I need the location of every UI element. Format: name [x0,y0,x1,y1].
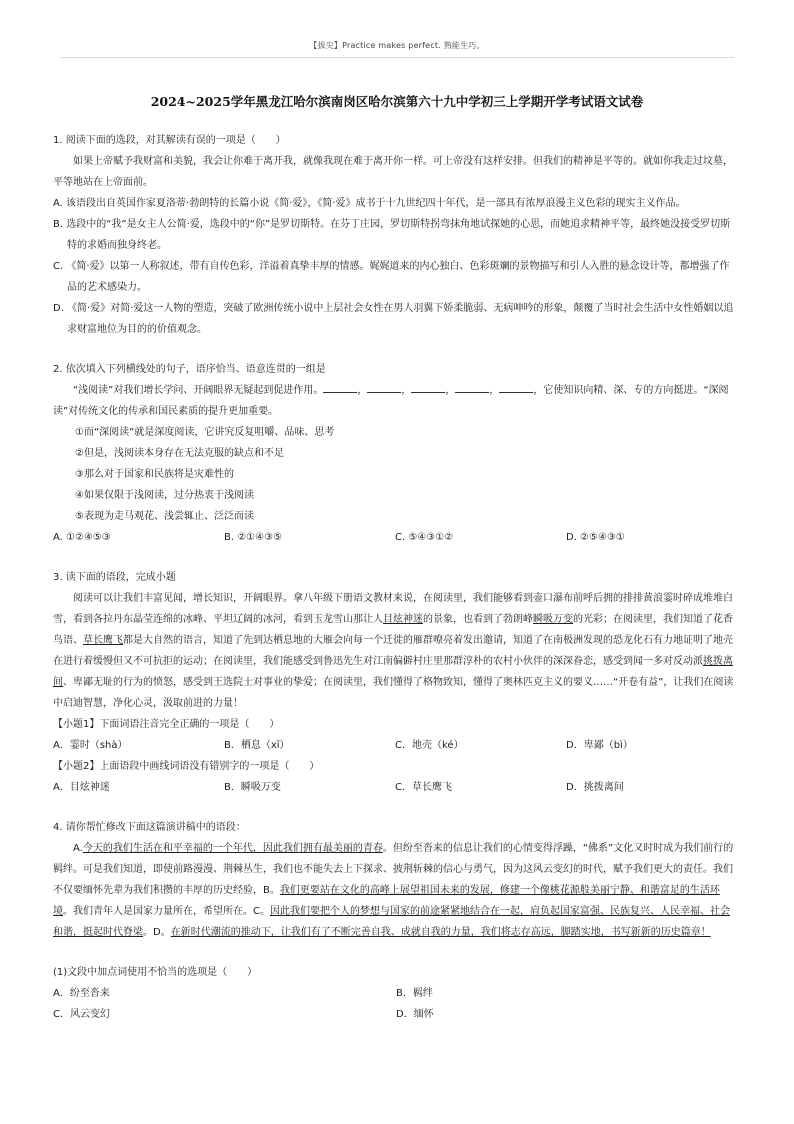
question-1-option-c[interactable]: C. 《简·爱》以第一人称叙述，带有自传色彩，洋溢着真挚丰厚的情感。娓娓道来的内心独白、色彩斑斓的景物描写和引人入胜的悬念设计等，都增强了作品的艺术感染力。 [53,261,730,293]
underlined-sentence-c: 因此我们要把个人的梦想与国家的前途紧紧地结合在一起，肩负起国家富强、民族复兴、人民幸福、社会和谐，挺起时代脊梁 [53,906,730,938]
sub2-choice-d[interactable]: D．挑拨离间 [566,782,624,793]
blank-2[interactable] [367,380,401,393]
underlined-word-a: 目炫神迷 [383,614,423,625]
question-2-choice-b[interactable]: B. ②①④③⑤ [224,532,283,543]
question-2-choice-a[interactable]: A. ①②④⑤③ [53,532,111,543]
question-2-choice-c[interactable]: C. ⑤④③①② [395,532,454,543]
question-1-stem: 1. 阅读下面的选段，对其解读有误的一项是（ ） [53,135,286,146]
sub2-choice-b[interactable]: B．瞬吸万变 [224,782,281,793]
passage-text: 阅读可以让我们丰富见闻，增长知识，开阔眼界。拿八年级下册语文教材来说，在阅读里，我们能够看到壶口瀑布前呼后拥的排排黄浪霎时碎成堆堆白雪，看到各拉丹东晶莹连绵的冰峰、平坦辽阔的冰河，看到玉龙雪山那让人 [53,593,733,625]
blank-3[interactable] [411,380,445,393]
question-4-sub1-choices-row1 [53,983,739,1004]
question-1-option-d[interactable]: D. 《简·爱》对简·爱这一人物的塑造，突破了欧洲传统小说中上层社会女性在男人羽翼下娇柔脆弱、无病呻吟的形象，颠覆了当时社会生活中女性婚姻以追求财富地位为目的的价值观念。 [53,303,734,335]
q4-choice-a[interactable]: A．纷至沓来 [53,988,110,999]
sub1-choice-d[interactable]: D．卑鄙（bì） [566,740,633,751]
question-3-passage [53,588,739,714]
passage-text: 。我们青年人是国家力量所在，希望所在。C。 [63,906,270,917]
sub1-choice-c[interactable]: C．地壳（ké） [395,740,464,751]
question-4-passage [53,838,739,943]
question-2-passage: “浅阅读”对我们增长学问、开阔眼界无疑起到促进作用。 ， ， ， ， ，它使知识向精、深、专的方向挺进。“深阅读”对传统文化的传承和国民素质的提升更加重要。 [53,380,739,422]
question-2-stem: 2. 依次填入下列横线处的句子，语序恰当、语意连贯的一组是 [53,364,326,375]
blank-5[interactable] [499,380,533,393]
blank-4[interactable] [455,380,489,393]
question-4 [53,817,739,1025]
question-2-item-4: ④如果仅限于浅阅读，过分热衷于浅阅读 [75,490,254,501]
question-3 [53,567,739,798]
sub1-choice-a[interactable]: A．霎时（shà） [53,740,128,751]
question-3-sub1-choices [53,735,739,756]
question-1-passage: 如果上帝赋予我财富和美貌，我会让你难于离开我，就像我现在难于离开你一样。可上帝没有这样安排。但我们的精神是平等的。就如你我走过坟墓，平等地站在上帝面前。 [53,156,733,188]
passage-text: 。但纷至沓来的信息让我们的心情变得浮躁，“佛系”文化又时时成为我们前行的羁绊。可是我们知道，即使前路漫漫、荆棘丛生，我们也不能失去上下探求、披荆斩棘的信心与勇气，因为这风云变幻的时代，赋予我们更大的责任。我们不仅要缅怀先辈为我们积攒的丰厚的历史经验，B。 [53,843,734,896]
underlined-word-d: 挑拨离间 [53,656,733,688]
blank-1[interactable] [323,380,357,393]
question-4-sub1-stem: (1)文段中加点词使用不恰当的选项是（ ） [53,967,258,978]
question-1-option-a[interactable]: A. 该语段出自英国作家夏洛蒂·勃朗特的长篇小说《简·爱》，《简·爱》成书于十九世纪四十年代，是一部具有浓厚浪漫主义色彩的现实主义作品。 [53,198,686,209]
header-divider [60,57,734,58]
question-2-choice-d[interactable]: D. ②⑤④③① [566,532,625,543]
label-a: A. [73,843,83,854]
underlined-word-b: 瞬吸万变 [533,614,573,625]
underlined-sentence-d: 在新时代潮流的推动下，让我们有了不断完善自我、成就自我的力量，我们将志存高远，脚踏实地，书写新新的历史篇章！ [170,927,711,938]
question-3-sub1-stem: 【小题1】下面词语注音完全正确的一项是（ ） [53,719,280,730]
question-3-sub2-choices [53,777,739,798]
sub2-choice-c[interactable]: C．草长鹰飞 [395,782,452,793]
passage-text: 的景象，也看到了勃朗峰 [423,614,533,625]
passage-text: 都是大自然的语言，知道了先到达栖息地的大雁会向每一个迁徙的雁群嘹亮着发出邀请，知道了在南极洲发现的恐龙化石有力地证明了地壳在进行着缓慢但又不可抗拒的运动；在阅读里，我们能感受到鲁迅先生对江南偏僻村庄里那群淳朴的农村小伙伴的深深眷恋，感受到闻一多对反动派 [53,635,733,667]
q4-choice-b[interactable]: B．羁绊 [396,988,433,999]
question-2-passage-a: “浅阅读”对我们增长学问、开阔眼界无疑起到促进作用。 [73,385,324,396]
q4-choice-c[interactable]: C．风云变幻 [53,1009,110,1020]
question-3-sub2-stem: 【小题2】上面语段中画线词语没有错别字的一项是（ ） [53,761,320,772]
question-1-option-b[interactable]: B. 选段中的“我”是女主人公简·爱，选段中的“你”是罗切斯特。在芬丁庄园，罗切斯特拐弯抹角地试探她的心思，而她追求精神平等，最终她没接受罗切斯特的求婚而独身终老。 [53,219,731,251]
underlined-word-c: 草长鹰飞 [83,635,123,646]
question-2-choices [53,527,739,548]
q4-choice-d[interactable]: D．缅怀 [396,1009,434,1020]
question-3-stem: 3. 读下面的语段，完成小题 [53,572,176,583]
question-2-item-3: ③那么对于国家和民族将是灾难性的 [75,469,234,480]
underlined-sentence-a: 今天的我们生活在和平幸福的一个年代，因此我们拥有最美丽的青春 [82,843,383,854]
underlined-sentence-b: 我们更要站在文化的高峰上展望祖国未来的发展，修建一个像桃花源般美丽宁静、和谐富足的生活环境 [53,885,720,917]
header-note: 【拔尖】Practice makes perfect. 熟能生巧。 [309,41,485,50]
question-2-item-1: ①而“深阅读”就是深度阅读，它讲究反复咀嚼、品味、思考 [75,427,335,438]
passage-text: 的光彩；在阅读里，我们知道了花香鸟语、 [53,614,733,646]
passage-text: 。D。 [143,927,171,938]
question-4-sub1-choices-row2 [53,1004,739,1025]
sub2-choice-a[interactable]: A．目炫神迷 [53,782,110,793]
question-2 [53,359,739,548]
question-1 [53,130,739,340]
exam-title: 2024~2025学年黑龙江哈尔滨南岗区哈尔滨第六十九中学初三上学期开学考试语文试卷 [150,94,644,109]
question-2-item-5: ⑤表现为走马观花、浅尝辄止、泛泛而读 [75,511,254,522]
question-2-item-2: ②但是，浅阅读本身存在无法克服的缺点和不足 [75,448,284,459]
exam-content [53,130,739,1044]
question-4-stem: 4. 请你帮忙修改下面这篇演讲稿中的语段： [53,822,246,833]
sub1-choice-b[interactable]: B．栖息（xī） [224,740,290,751]
question-2-passage-b: ，它使知识向精、深、专的方向挺进。“深阅读”对传统文化的传承和国民素质的提升更加重要。 [53,385,729,417]
passage-text: 、卑鄙无耻的行为的愤怒，感受到王选院士对事业的挚爱；在阅读里，我们懂得了格物致知，懂得了奥林匹克主义的要义……“开卷有益”，让我们在阅读中启迪智慧，净化心灵，汲取前进的力量！ [53,677,734,709]
